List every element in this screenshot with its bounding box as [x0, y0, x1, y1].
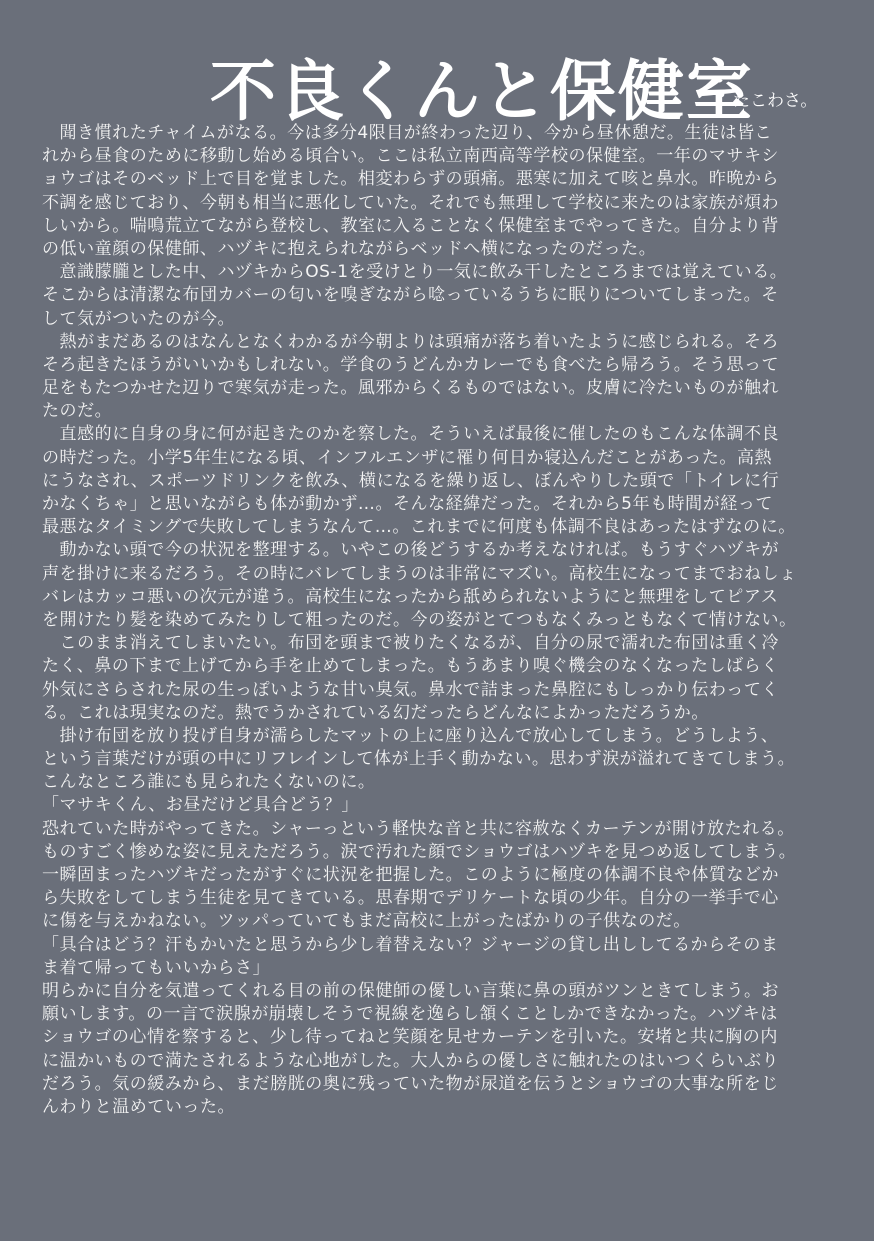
text-line: そろ起きたほうがいいかもしれない。学食のうどんかカレーでも食べたら帰ろう。そう思って	[42, 354, 780, 375]
text-line: 願いします。の一言で涙腺が崩壊しそうで視線を逸らし頷くことしかできなかった。ハヅキは	[42, 1004, 778, 1025]
text-line: 足をもたつかせた辺りで寒気が走った。風邪からくるものではない。皮膚に冷たいものが触れ	[42, 378, 780, 399]
text-line: 最悪なタイミングで失敗してしまうなんて…。これまでに何度も体調不良はあったはずなのに。	[42, 517, 796, 538]
text-line: かなくちゃ」と思いながらも体が動かず…。そんな経緯だった。それから5年も時間が経って	[42, 494, 773, 514]
text-line: の低い童顔の保健師、ハヅキに抱えられながらベッドへ横になったのだった。	[42, 238, 657, 259]
text-line: そこからは清潔な布団カバーの匂いを嗅ぎながら唸っているうちに眠りについてしまった。そ	[42, 285, 779, 306]
text-line: ものすごく惨めな姿に見えただろう。涙で汚れた顔でショウゴはハヅキを見つめ返してしまう。	[42, 841, 797, 862]
text-line: して気がついたのが今。	[42, 308, 236, 329]
story-body	[42, 122, 842, 1119]
text-line: という言葉だけが頭の中にリフレインして体が上手く動かない。思わず涙が溢れてきてしまう。	[42, 749, 796, 770]
text-line: だろう。気の緩みから、まだ膀胱の奥に残っていた物が尿道を伝うとショウゴの大事な所をじ	[42, 1073, 779, 1094]
text-line: 動かない頭で今の状況を整理する。いやこの後どうするか考えなければ。もうすぐハヅキが	[42, 540, 780, 561]
text-line: 外気にさらされた尿の生っぽいような甘い臭気。鼻水で詰まった鼻腔にもしっかり伝わってく	[42, 679, 779, 700]
text-line: ら失敗をしてしまう生徒を見てきている。思春期でデリケートな頃の少年。自分の一挙手で心	[42, 888, 779, 909]
text-line: る。これは現実なのだ。熱でうかされている幻だったらどんなによかっただろうか。	[42, 702, 709, 723]
text-line: に傷を与えかねない。ツッパっていてもまだ高校に上がったばかりの子供なのだ。	[42, 911, 691, 932]
text-line: 直感的に自身の身に何が起きたのかを察した。そういえば最後に催したのもこんな体調不良	[42, 424, 780, 445]
page-title: 不良くんと保健室	[210, 53, 754, 130]
text-line: バレはカッコ悪いの次元が違う。高校生になったから舐められないようにと無理をしてピアス	[42, 586, 779, 607]
text-line: 意識朦朧とした中、ハヅキからOS-1を受けとり一気に飲み干したところまでは覚えている。	[42, 262, 788, 283]
text-line: 聞き慣れたチャイムがなる。今は多分4限目が終わった辺り、今から昼休憩だ。生徒は皆こ	[42, 123, 773, 143]
text-line: 掛け布団を放り投げ自身が濡らしたマットの上に座り込んで放心してしまう。どうしよう、	[42, 725, 779, 746]
text-line: このまま消えてしまいたい。布団を頭まで被りたくなるが、自分の尿で濡れた布団は重く冷	[42, 633, 780, 654]
text-line: 明らかに自分を気遣ってくれる目の前の保健師の優しい言葉に鼻の頭がツンときてしまう。お	[42, 980, 780, 1001]
text-line: の時だった。小学5年生になる頃、インフルエンザに罹り何日か寝込んだことがあった。高熱	[42, 447, 773, 468]
text-line: ま着て帰ってもいいからさ」	[42, 957, 271, 978]
text-line: に温かいもので満たされるような心地がした。大人からの優しさに触れたのはいつくらいぶり	[42, 1050, 780, 1071]
text-line: 恐れていた時がやってきた。シャーっという軽快な音と共に容赦なくカーテンが開け放たれる。	[42, 818, 795, 839]
text-line: 熱がまだあるのはなんとなくわかるが今朝よりは頭痛が落ち着いたように感じられる。そろ	[42, 331, 780, 352]
text-line: 声を掛けに来るだろう。その時にバレてしまうのは非常にマズい。高校生になってまでおねしょ	[42, 563, 797, 584]
text-line: 不調を感じており、今朝も相当に悪化していた。それでも無理して学校に来たのは家族が煩わ	[42, 192, 780, 213]
text-line: こんなところ誰にも見られたくないのに。	[42, 772, 376, 793]
text-line: にうなされ、スポーツドリンクを飲み、横になるを繰り返し、ぼんやりした頭で「トイレに行	[42, 470, 780, 491]
text-line: 一瞬固まったハヅキだったがすぐに状況を把握した。このように極度の体調不良や体質などか	[42, 865, 780, 885]
text-line: を開けたり髪を染めてみたりして粗ったのだ。今の姿がとてつもなくみっともなくて情けない。	[42, 609, 797, 630]
text-line: たく、鼻の下まで上げてから手を止めてしまった。もうあまり嗅ぐ機会のなくなったしばらく	[42, 656, 779, 677]
text-line: たのだ。	[42, 401, 113, 422]
text-line: 「具合はどう？汗もかいたと思うから少し着替えない？ジャージの貸し出ししてるからそのま	[42, 934, 779, 955]
text-line: んわりと温めていった。	[42, 1096, 236, 1117]
text-line: ョウゴはそのベッド上で目を覚ました。相変わらずの頭痛。悪寒に加えて咳と鼻水。昨晩から	[42, 169, 780, 190]
author-name: たこわさ。	[733, 91, 818, 111]
text-line: しいから。喘鳴荒立てながら登校し、教室に入ることなく保健室までやってきた。自分より背	[42, 215, 780, 236]
text-line: れから昼食のために移動し始める頃合い。ここは私立南西高等学校の保健室。一年のマサキシ	[42, 146, 779, 167]
text-line: ショウゴの心情を察すると、少し待ってねと笑顔を見せカーテンを引いた。安堵と共に胸の内	[42, 1027, 778, 1048]
text-line: 「マサキくん、お昼だけど具合どう？」	[42, 795, 359, 816]
